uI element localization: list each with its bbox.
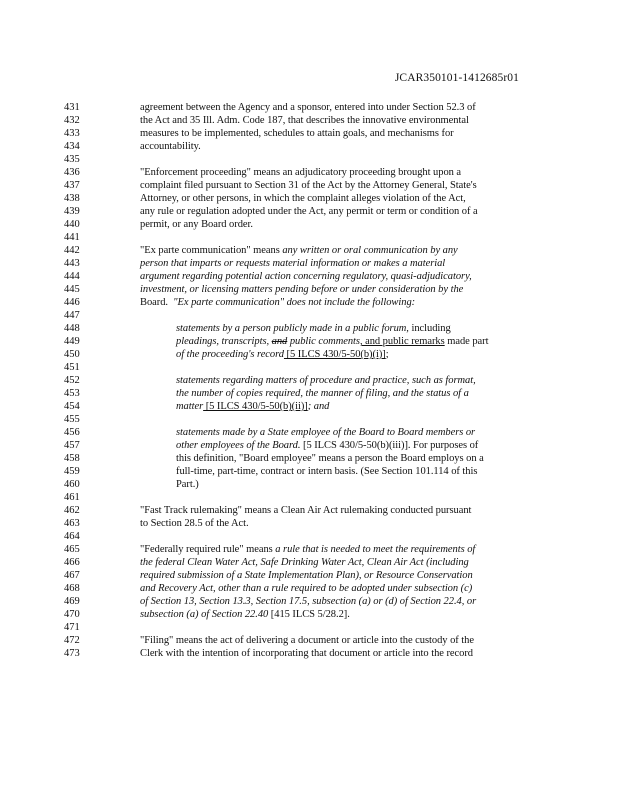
line-number: 460	[64, 479, 80, 490]
statutory-text: investment, or licensing matters pending before or under consideration by the	[140, 284, 464, 295]
line-number: 439	[64, 206, 80, 217]
line-number: 467	[64, 570, 80, 581]
line-number: 448	[64, 323, 80, 334]
text-line-462: "Fast Track rulemaking" means a Clean Air Act rulemaking conducted pursuant	[140, 505, 472, 516]
line-number: 458	[64, 453, 80, 464]
statutory-text: statements made by a State employee of the Board to Board members or	[176, 427, 476, 438]
line-number: 451	[64, 362, 80, 373]
statutory-text: other employees of the Board.	[176, 440, 301, 451]
line-number: 433	[64, 128, 80, 139]
statutory-text: the federal Clean Water Act, Safe Drinking Water Act, Clean Air Act (including	[140, 557, 469, 568]
statutory-text: public comments	[287, 336, 360, 347]
document-id-header: JCAR350101-1412685r01	[394, 72, 519, 84]
line-number: 457	[64, 440, 80, 451]
line-number: 440	[64, 219, 80, 230]
line-number: 435	[64, 154, 80, 165]
text-run: Board.	[140, 297, 168, 308]
definition-term: "Ex parte communication" means	[140, 245, 283, 256]
text-line-459: full-time, part-time, contract or intern basis. (See Section 101.114 of this	[176, 466, 478, 477]
text-line-469	[140, 595, 476, 608]
line-number: 450	[64, 349, 80, 360]
line-number: 441	[64, 232, 80, 243]
line-number: 442	[64, 245, 80, 256]
definition-term: "Federally required rule" means	[140, 544, 276, 555]
text-line-454	[176, 400, 329, 413]
statutory-text: subsection (a) of Section 22.40	[140, 609, 269, 620]
statutory-text: pleadings, transcripts,	[176, 336, 272, 347]
statutory-text: statements by a person publicly made in a public forum,	[176, 323, 409, 334]
text-line-436: "Enforcement proceeding" means an adjudicatory proceeding brought upon a	[140, 167, 462, 178]
text-line-452	[176, 374, 476, 387]
line-number: 434	[64, 141, 80, 152]
line-number: 453	[64, 388, 80, 399]
text-line-431: agreement between the Agency and a sponsor, entered into under Section 52.3 of	[140, 102, 476, 113]
text-line-465	[140, 543, 475, 556]
text-line-468	[140, 582, 472, 595]
text-line-434: accountability.	[140, 141, 201, 152]
text-line-457	[176, 439, 478, 452]
line-number: 446	[64, 297, 80, 308]
statutory-text: ; and	[307, 401, 330, 412]
statutory-text: the number of copies required, the manner of filing, and the status of a	[176, 388, 469, 399]
text-line-460: Part.)	[176, 479, 199, 490]
statutory-text: "Ex parte communication" does not include the following:	[173, 297, 416, 308]
line-number: 431	[64, 102, 80, 113]
text-line-466	[140, 556, 469, 569]
statutory-text: matter	[176, 401, 204, 412]
text-line-448	[176, 322, 451, 335]
text-run: [415 ILCS 5/28.2].	[268, 609, 350, 620]
text-line-444	[140, 270, 472, 283]
line-number: 466	[64, 557, 80, 568]
statutory-text: statements regarding matters of procedure and practice, such as format,	[176, 375, 476, 386]
line-number: 469	[64, 596, 80, 607]
text-line-472: "Filing" means the act of delivering a document or article into the custody of the	[140, 635, 474, 646]
text-line-446	[140, 296, 415, 309]
text-line-437: complaint filed pursuant to Section 31 of the Act by the Attorney General, State's	[140, 180, 477, 191]
line-number: 459	[64, 466, 80, 477]
text-line-456	[176, 426, 475, 439]
text-line-458: this definition, "Board employee" means a person the Board employs on a	[176, 453, 484, 464]
line-number: 447	[64, 310, 80, 321]
text-run: ;	[385, 349, 389, 360]
statutory-text: of Section 13, Section 13.3, Section 17.5, subsection (a) or (d) of Section 22.4, or	[140, 596, 477, 607]
text-line-442	[140, 244, 458, 257]
line-number: 449	[64, 336, 80, 347]
line-number: 438	[64, 193, 80, 204]
statutory-text: argument regarding potential action concerning regulatory, quasi-adjudicatory,	[140, 271, 472, 282]
line-number: 464	[64, 531, 80, 542]
line-number: 470	[64, 609, 80, 620]
statutory-text: a rule that is needed to meet the requirements of	[275, 544, 476, 555]
text-line-433: measures to be implemented, schedules to attain goals, and mechanisms for	[140, 128, 454, 139]
line-number: 473	[64, 648, 80, 659]
line-number: 445	[64, 284, 80, 295]
line-number: 443	[64, 258, 80, 269]
text-line-439: any rule or regulation adopted under the Act, any permit or term or condition of a	[140, 206, 478, 217]
text-line-473: Clerk with the intention of incorporating that document or article into the record	[140, 648, 473, 659]
text-line-449	[176, 335, 488, 348]
inserted-text: [5 ILCS 430/5-50(b)(i)]	[283, 349, 386, 360]
text-line-453	[176, 387, 469, 400]
statutory-text: and Recovery Act, other than a rule required to be adopted under subsection (c)	[140, 583, 473, 594]
statutory-text: person that imparts or requests material information or makes a material	[140, 258, 446, 269]
text-run: made part	[444, 336, 489, 347]
line-number: 468	[64, 583, 80, 594]
line-number: 437	[64, 180, 80, 191]
line-number: 436	[64, 167, 80, 178]
inserted-text: , and public remarks	[359, 336, 445, 347]
line-number: 471	[64, 622, 80, 633]
line-number: 454	[64, 401, 80, 412]
text-line-432: the Act and 35 Ill. Adm. Code 187, that describes the innovative environmental	[140, 115, 469, 126]
line-number: 461	[64, 492, 80, 503]
line-number: 462	[64, 505, 80, 516]
text-run: [5 ILCS 430/5-50(b)(iii)]. For purposes of	[300, 440, 479, 451]
line-number: 472	[64, 635, 80, 646]
text-line-470	[140, 608, 350, 621]
text-line-445	[140, 283, 463, 296]
deleted-text: and	[271, 336, 288, 347]
text-run: including	[408, 323, 451, 334]
line-number: 455	[64, 414, 80, 425]
line-number: 456	[64, 427, 80, 438]
text-line-438: Attorney, or other persons, in which the complaint alleges violation of the Act,	[140, 193, 466, 204]
text-line-443	[140, 257, 445, 270]
statutory-text: any written or oral communication by any	[282, 245, 458, 256]
line-number: 465	[64, 544, 80, 555]
text-line-450	[176, 348, 389, 361]
line-number: 432	[64, 115, 80, 126]
line-number: 463	[64, 518, 80, 529]
line-number: 444	[64, 271, 80, 282]
statutory-text: of the proceeding's record	[176, 349, 284, 360]
line-number: 452	[64, 375, 80, 386]
inserted-text: [5 ILCS 430/5-50(b)(ii)]	[203, 401, 308, 412]
text-line-467	[140, 569, 473, 582]
statutory-text: required submission of a State Implementation Plan), or Resource Conservation	[140, 570, 473, 581]
text-line-463: to Section 28.5 of the Act.	[140, 518, 249, 529]
text-line-440: permit, or any Board order.	[140, 219, 253, 230]
